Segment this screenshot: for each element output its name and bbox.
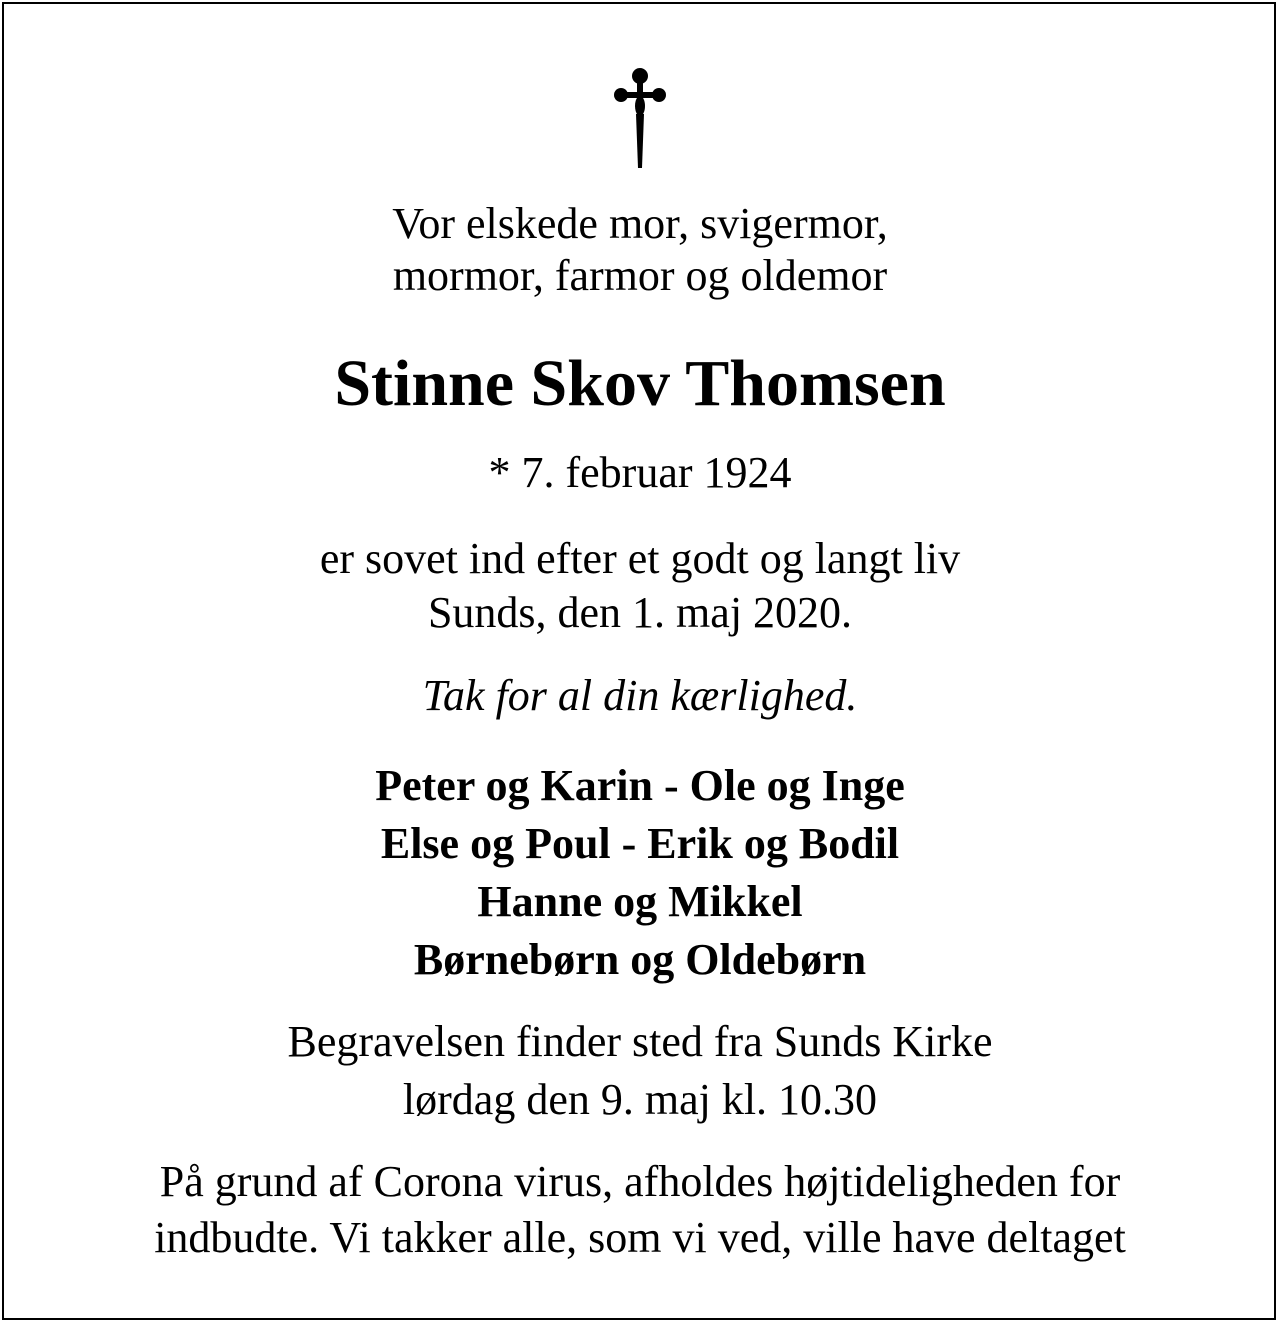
thanks-text: Tak for al din kærlighed. <box>422 671 858 720</box>
notice-line-1: På grund af Corona virus, afholdes højtideligheden for <box>159 1157 1121 1206</box>
family-line: Hanne og Mikkel <box>477 877 803 926</box>
funeral-line-1: Begravelsen finder sted fra Sunds Kirke <box>287 1017 993 1066</box>
intro-line-2: mormor, farmor og oldemor <box>392 251 888 300</box>
notice-line-2: indbudte. Vi takker alle, som vi ved, ville have deltaget <box>154 1213 1126 1262</box>
death-line-1: er sovet ind efter et godt og langt liv <box>319 534 961 583</box>
family-line: Børnebørn og Oldebørn <box>413 935 867 984</box>
cross-icon <box>608 66 672 170</box>
funeral-info <box>0 1013 1280 1129</box>
family-list <box>0 757 1280 989</box>
deceased-name: Stinne Skov Thomsen <box>334 347 946 420</box>
funeral-line-2: lørdag den 9. maj kl. 10.30 <box>402 1075 878 1124</box>
family-line: Peter og Karin - Ole og Inge <box>375 761 905 810</box>
intro-line-1: Vor elskede mor, svigermor, <box>392 199 888 248</box>
death-line-2: Sunds, den 1. maj 2020. <box>427 588 853 637</box>
death-text <box>0 532 1280 640</box>
birth-date: * 7. februar 1924 <box>488 448 792 497</box>
intro-text <box>0 198 1280 302</box>
family-line: Else og Poul - Erik og Bodil <box>380 819 900 868</box>
corona-notice <box>0 1154 1280 1266</box>
